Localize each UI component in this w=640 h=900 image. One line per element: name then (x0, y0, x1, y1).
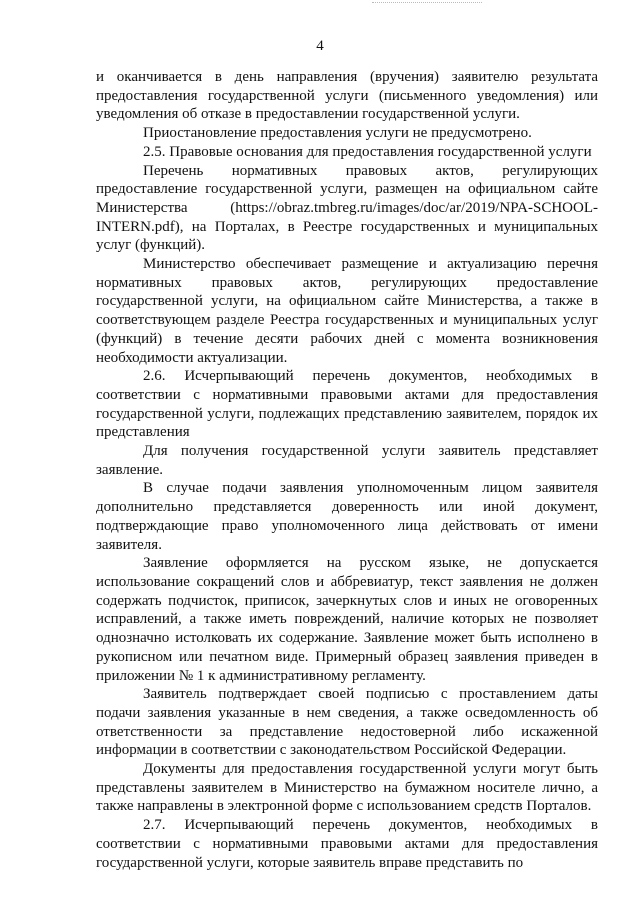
paragraph-text: и оканчивается в день направления (вручения) заявителю результата предоставления государственной услуги (письменного уведомления) или уведомления об отказе в предоставлении государственной услуги. (96, 69, 598, 123)
paragraph-text: Заявитель подтверждает своей подписью с проставлением даты подачи заявления указанные в нем сведения, а также осведомленность об ответственности за представление недостоверной либо искаженной информации в соответствии с законодательством Российской Федерации. (96, 686, 598, 759)
paragraph-text: Приостановление предоставления услуги не предусмотрено. (143, 125, 532, 142)
section-heading-2-7: 2.7. Исчерпывающий перечень документов, необходимых в соответствии с нормативными правовыми актами для предоставления государственной услуги, которые заявитель вправе представить по (96, 817, 598, 871)
paragraph-text: Заявление оформляется на русском языке, не допускается использование сокращений слов и аббревиатур, текст заявления не должен содержать подчисток, приписок, зачеркнутых слов и иных не оговоренных исправлений, а также иметь повреждений, наличие которых не позволяет однозначно истолковать их содержание. Заявление может быть исполнено в рукописном или печатном виде. Примерный образец заявления приведен в приложении № 1 к административному регламенту. (96, 555, 598, 684)
document-body (96, 68, 598, 872)
page-number: 4 (316, 38, 324, 54)
paragraph-text: Для получения государственной услуги заявитель представляет заявление. (96, 443, 598, 478)
paragraph-text: Министерство обеспечивает размещение и актуализацию перечня нормативных правовых актов, регулирующих предоставление государственной услуги, на официальном сайте Министерства, а также в соответствующем разделе Реестра государственных и муниципальных услуг (функций) в течение десяти рабочих дней с момента возникновения необходимости актуализации. (96, 256, 598, 366)
paragraph-text: В случае подачи заявления уполномоченным лицом заявителя дополнительно представляется доверенность или иной документ, подтверждающие право уполномоченного лица действовать от имени заявителя. (96, 480, 598, 553)
section-heading-2-6: 2.6. Исчерпывающий перечень документов, необходимых в соответствии с нормативными правовыми актами для предоставления государственной услуги, подлежащих представлению заявителем, порядок их представления (96, 368, 598, 441)
paragraph-text: Перечень нормативных правовых актов, регулирующих предоставление государственной услуги, размещен на официальном сайте Министерства (https://obraz.tmbreg.ru/images/doc/ar/2019/NPA-SCHOOL-INTERN.pdf), на Порталах, в Реестре государственных и муниципальных услуг (функций). (96, 162, 598, 254)
scan-artifact-marks (372, 2, 482, 6)
section-heading-2-5: 2.5. Правовые основания для предоставления государственной услуги (143, 143, 592, 160)
paragraph-text: Документы для предоставления государственной услуги могут быть представлены заявителем в Министерство на бумажном носителе лично, а также направлены в электронной форме с использованием средств Порталов. (96, 761, 598, 815)
